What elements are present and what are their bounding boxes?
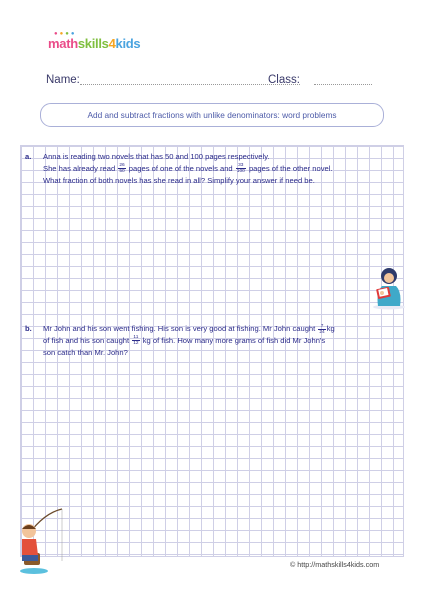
class-field[interactable] [314, 84, 372, 85]
fraction-7-24 [318, 324, 325, 335]
logo-part-4: 4 [108, 36, 116, 51]
problem-b-line1-part2: kg [326, 324, 335, 333]
problem-a-line1: Anna is reading two novels that has 50 and 100 pages respectively. [43, 152, 270, 161]
logo-part-math: math [48, 36, 78, 51]
problem-b-text [43, 323, 403, 358]
worksheet-title: Add and subtract fractions with unlike denominators: word problems [40, 103, 384, 127]
class-label: Class: [268, 74, 300, 86]
problem-b [25, 323, 395, 363]
problem-b-line2-part2: kg of fish. How many more grams of fish did Mr John's [142, 335, 326, 345]
problem-b-label: b. [25, 324, 32, 333]
fraction-denominator: 100 [236, 169, 245, 175]
problem-a-line3: What fraction of both novels has she read in all? Simplify your answer if need be. [43, 175, 315, 185]
fraction-numerator: 7 [318, 324, 325, 330]
problem-a [25, 151, 395, 191]
problem-a-line2-part2: pages of one of the novels and [128, 163, 233, 173]
problem-a-text [43, 151, 403, 186]
logo-dots: ●●●● [54, 31, 77, 37]
problem-b-line1 [43, 323, 403, 335]
fraction-denominator: 12 [133, 341, 139, 347]
girl-reading-illustration [368, 262, 410, 310]
fraction-numerator: 11 [133, 335, 139, 341]
fraction-numerator: 33 [236, 163, 246, 169]
problem-b-line3: son catch than Mr. John? [43, 347, 128, 357]
fraction-numerator: 26 [119, 163, 125, 169]
fraction-26-50 [118, 163, 125, 174]
problem-b-line2 [43, 335, 403, 347]
fraction-11-12 [132, 335, 139, 346]
name-class-row [46, 74, 376, 90]
logo-part-skills: skills [77, 36, 109, 51]
site-logo [48, 31, 141, 51]
name-label: Name: [46, 74, 80, 86]
problem-b-line1-part1: Mr John and his son went fishing. His son is very good at fishing. Mr John caught [43, 324, 316, 333]
problem-a-line2-part1: She has already read [43, 163, 116, 173]
logo-part-kids: kids [115, 36, 141, 51]
problem-a-line2-part3: pages of the other novel. [248, 163, 333, 173]
fraction-33-100 [236, 163, 246, 174]
fraction-denominator: 50 [119, 169, 125, 175]
problem-a-label: a. [25, 152, 32, 161]
boy-fishing-illustration [10, 505, 65, 577]
fraction-denominator: 24 [319, 329, 325, 335]
problem-a-line2 [43, 163, 403, 175]
problem-b-line2-part1: of fish and his son caught [43, 335, 130, 345]
name-field[interactable] [80, 84, 300, 85]
footer-url[interactable]: © http://mathskills4kids.com [290, 560, 380, 569]
